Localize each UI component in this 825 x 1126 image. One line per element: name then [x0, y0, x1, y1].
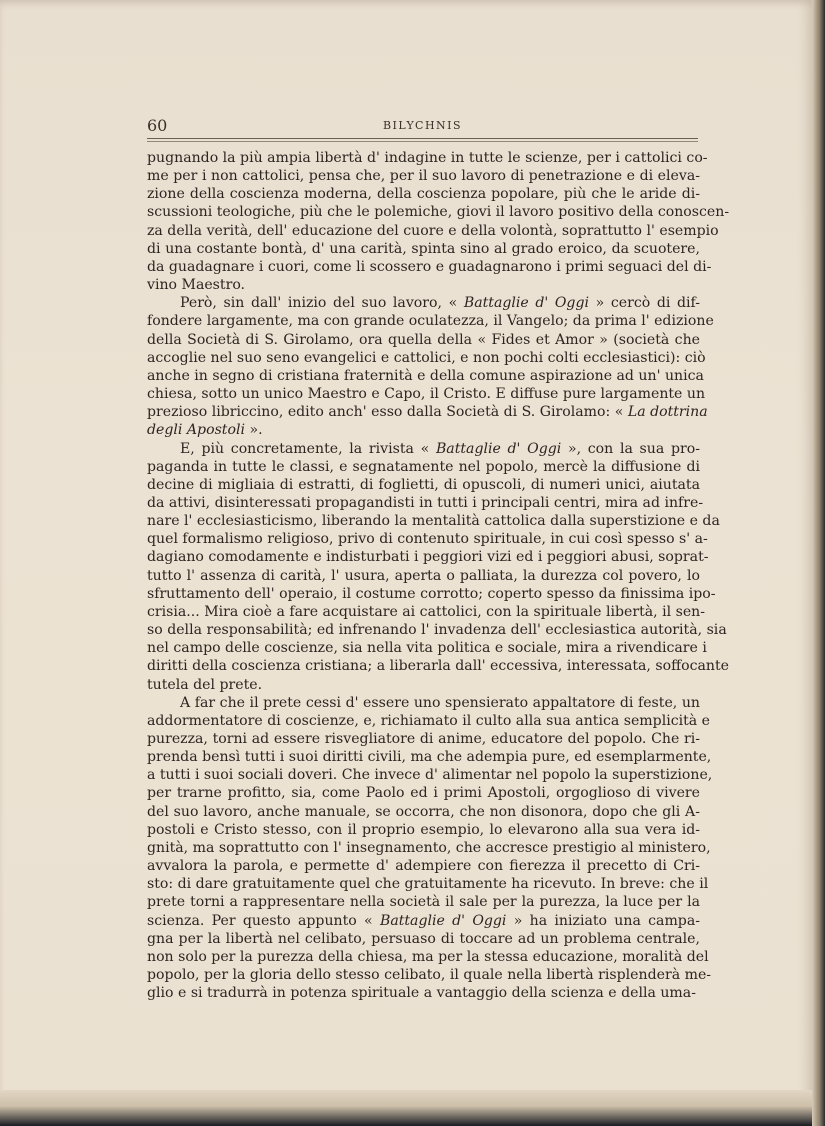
text-line: di una costante bontà, d' una carità, spinta sino al grado eroico, da scuotere,	[147, 240, 700, 257]
book-spine	[812, 0, 825, 1126]
text-line: zione della coscienza moderna, della coscienza popolare, più che le aride di-	[147, 186, 700, 203]
text-line: avvalora la parola, e permette d' adempiere con fierezza il precetto di Cri-	[147, 858, 700, 875]
text-line: prete torni a rappresentare nella società il sale per la purezza, la luce per la	[147, 894, 700, 911]
text-line: della Società di S. Girolamo, ora quella della « Fides et Amor » (società che	[147, 331, 700, 348]
text-line: E, più concretamente, la rivista « Battaglie d' Oggi », con la sua pro-	[180, 440, 700, 457]
paragraph	[147, 694, 713, 1003]
text-line: postoli e Cristo stesso, con il proprio esempio, lo elevarono alla sua vera id-	[147, 821, 700, 838]
text-line: nare l' ecclesiasticismo, liberando la mentalità cattolica dalla superstizione e da	[147, 513, 720, 530]
text-line: tutto l' assenza di carità, l' usura, aperta o palliata, la durezza col povero, lo	[147, 567, 700, 584]
paragraph	[147, 294, 714, 439]
text-line: A far che il prete cessi d' essere uno spensierato appaltatore di feste, un	[180, 694, 700, 711]
text-line: prezioso libriccino, edito anch' esso dalla Società di S. Girolamo: « La dottrina	[147, 404, 708, 421]
text-line: da guadagnare i cuori, come li scossero e guadagnarono i primi seguaci del di-	[147, 258, 712, 275]
text-line: degli Apostoli ».	[147, 422, 263, 439]
header-rule	[147, 138, 698, 139]
paragraph	[147, 440, 729, 694]
text-line: scussioni teologiche, più che le polemiche, giovi il lavoro positivo della conoscen-	[147, 204, 730, 221]
page-header	[147, 116, 698, 138]
text-line: pugnando la più ampia libertà d' indagine in tutte le scienze, per i cattolici co-	[147, 150, 708, 166]
text-line: Però, sin dall' inizio del suo lavoro, « Battaglie d' Oggi » cercò di dif-	[180, 295, 700, 312]
text-line: vino Maestro.	[147, 277, 246, 294]
text-line: me per i non cattolici, pensa che, per il suo lavoro di penetrazione e di eleva-	[147, 168, 700, 185]
text-line: accoglie nel suo seno evangelici e cattolici, e non pochi colti ecclesiastici): ciò	[147, 349, 706, 366]
text-line: per trarne profitto, sia, come Paolo ed i primi Apostoli, orgoglioso di vivere	[147, 785, 700, 802]
text-line: del suo lavoro, anche manuale, se occorra, che non disonora, dopo che gli A-	[147, 803, 700, 820]
paragraph	[147, 149, 730, 294]
page-bottom-edge	[0, 1090, 812, 1126]
text-line: non solo per la purezza della chiesa, ma per la stessa educazione, moralità del	[147, 948, 709, 965]
text-line: crisia... Mira cioè a fare acquistare ai cattolici, con la spirituale libertà, il sen-	[147, 603, 706, 620]
text-line: anche in segno di cristiana fraternità e della comune aspirazione ad un' unica	[147, 367, 704, 384]
text-line: quel formalismo religioso, privo di contenuto spirituale, in cui così spesso s' a-	[147, 531, 708, 548]
text-line: decine di migliaia di estratti, di foglietti, di opuscoli, di numeri unici, aiutata	[147, 476, 700, 493]
running-title: BILYCHNIS	[382, 119, 463, 132]
body-text	[147, 149, 730, 1002]
text-line: glio e si tradurrà in potenza spirituale a vantaggio della scienza e della uma-	[147, 985, 696, 1002]
header-rule-secondary	[147, 141, 698, 142]
text-line: za della verità, dell' educazione del cuore e della volontà, soprattutto l' esempio	[147, 222, 719, 239]
text-line: chiesa, sotto un unico Maestro e Capo, il Cristo. E diffuse pure largamente un	[147, 386, 706, 403]
text-line: prenda bensì tutti i suoi diritti civili, ma che adempia pure, ed esemplarmente,	[147, 749, 712, 766]
text-line: paganda in tutte le classi, e segnatamente nel popolo, mercè la diffusione di	[147, 458, 700, 475]
text-line: gna per la libertà nel celibato, persuaso di toccare ad un problema centrale,	[147, 930, 700, 947]
page-number: 60	[147, 116, 168, 135]
text-line: sfruttamento dell' operaio, il costume corrotto; coperto spesso da finissima ipo-	[147, 585, 716, 602]
text-line: sto: di dare gratuitamente quel che gratuitamente ha ricevuto. In breve: che il	[147, 876, 709, 893]
text-line: scienza. Per questo appunto « Battaglie d' Oggi » ha iniziato una campa-	[147, 912, 700, 929]
text-line: a tutti i suoi sociali doveri. Che invece d' alimentar nel popolo la superstizione,	[147, 767, 713, 784]
text-line: diritti della coscienza cristiana; a liberarla dall' eccessiva, interessata, soffocante	[147, 658, 729, 675]
text-line: gnità, ma soprattutto con l' insegnamento, che accresce prestigio al ministero,	[147, 839, 711, 856]
text-line: purezza, torni ad essere risvegliatore di anime, educatore del popolo. Che ri-	[147, 731, 700, 747]
text-line: nel campo delle coscienze, sia nella vita politica e sociale, mira a rivendicare i	[147, 640, 707, 657]
text-line: dagiano comodamente e indisturbati i peggiori vizi ed i peggiori abusi, soprat-	[147, 549, 709, 566]
text-line: addormentatore di coscienze, e, richiamato il culto alla sua antica semplicità e	[147, 712, 710, 729]
text-line: fondere largamente, ma con grande oculatezza, il Vangelo; da prima l' edizione	[147, 313, 714, 330]
text-line: popolo, per la gloria dello stesso celibato, il quale nella libertà risplenderà me-	[147, 967, 712, 984]
text-line: tutela del prete.	[147, 676, 263, 693]
text-line: so della responsabilità; ed infrenando l' invadenza dell' ecclesiastica autorità, sia	[147, 622, 727, 639]
text-line: da attivi, disinteressati propagandisti in tutti i principali centri, mira ad infre-	[147, 494, 704, 511]
